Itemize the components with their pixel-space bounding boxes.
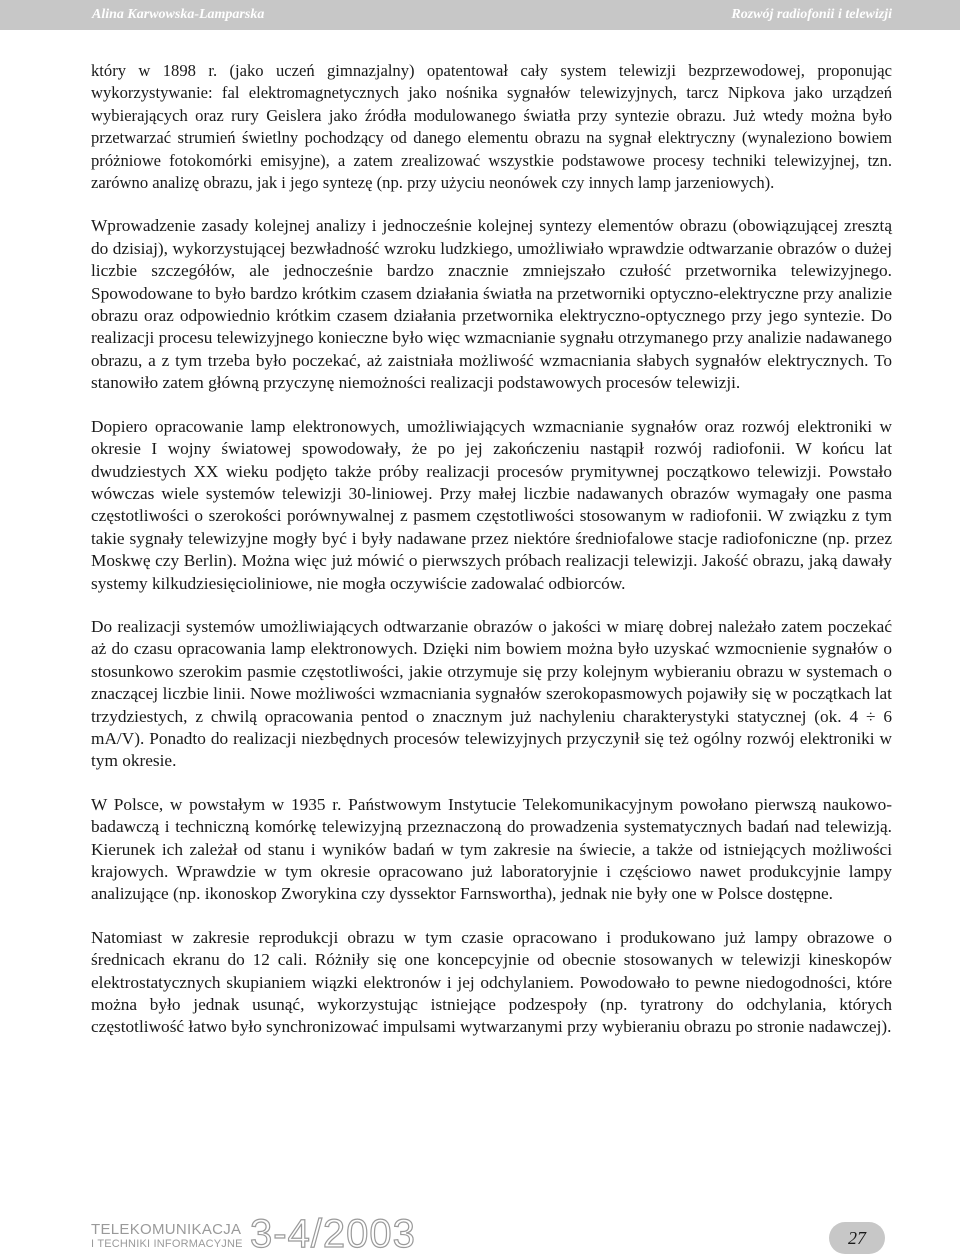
paragraph-3: Dopiero opracowanie lamp elektronowych, umożliwiających wzmacnianie sygnałów oraz rozwój elektroniki w okresie I wojny światowej spowodowały, że po jej zakończeniu nastąpił rozwój radiofonii. W końcu lat dwudziestych XX wieku podjęto także próby realizacji procesów prymitywnej początkowo telewizji. Powstało wówczas wiele systemów telewizji 30-liniowej. Przy małej liczbie nadawanych obrazów wymagały one pasma częstotliwości o szerokości porównywalnej z pasmem częstotliwości stosowanym w radiofonii. W związku z tym takie sygnały telewizyjne mogły być i były nadawane przez niektóre średniofalowe stacje radiofoniczne (np. przez Moskwę czy Berlin). Można więc już mówić o pierwszych próbach realizacji telewizji. Jakość obrazu, jaką dawały systemy kilkudziesięcioliniowe, nie mogła oczywiście zadowalać odbiorców. — [91, 416, 892, 593]
paragraph-1: który w 1898 r. (jako uczeń gimnazjalny) opatentował cały system telewizji bezprzewodowej, proponując wykorzystywanie: fal elektromagnetycznych jako nośnika sygnałów telewizyjnych, tarcz Nipkova jako urządzeń wybierających oraz rury Geislera jako źródła modulowanego światła przy syntezie obrazu. Już wtedy można było przetwarzać strumień świetlny pochodzący od danego elementu obrazu na sygnał elektryczny (wynaleziono bowiem próżniowe fotokomórki emisyjne), a zatem zrealizować wszystkie podstawowe procesy techniki telewizyjnej, tzn. zarówno analizę obrazu, jak i jego syntezę (np. przy użyciu neonówek czy innych lamp jarzeniowych). — [91, 61, 892, 193]
header-article-title: Rozwój radiofonii i telewizji — [731, 7, 892, 22]
article-body — [91, 60, 892, 1060]
paragraph-6: Natomiast w zakresie reprodukcji obrazu w tym czasie opracowano i produkowano już lampy obrazowe o średnicach ekranu do 12 cali. Różniły się one koncepcyjnie od obecnie stosowanych w telewizji kineskopów elektrostatycznych skupianiem wiązki elektronów i jej odchylaniem. Powodowało to pewne niedogodności, które można było jednak usunąć, wykorzystując istniejące podzespoły (np. tyratrony do odchylania, których częstotliwość łatwo było synchronizować impulsami wytwarzanymi przy wybieraniu obrazu po stronie nadawczej). — [91, 927, 892, 1037]
issue-number: 3-4/2003 — [250, 1212, 416, 1256]
journal-logo — [91, 1222, 243, 1251]
journal-name-line1: TELEKOMUNIKACJA — [91, 1221, 242, 1238]
page-number: 27 — [829, 1222, 885, 1254]
journal-name-line2: I TECHNIKI INFORMACYJNE — [91, 1238, 243, 1250]
paragraph-4: Do realizacji systemów umożliwiających odtwarzanie obrazów o jakości w miarę dobrej należało zatem poczekać aż do czasu opracowania lamp elektronowych. Dzięki nim bowiem można było uzyskać wzmocnienie sygnałów o stosunkowo szerokim pasmie częstotliwości, jakie otrzymuje się przy kolejnym wybieraniu obrazu w systemach o znaczącej liczbie linii. Nowe możliwości wzmacniania sygnałów szerokopasmowych pojawiły się w początkach lat trzydziestych, z chwilą opracowania pentod o znacznym już nachyleniu charakterystyki statycznej (ok. 4 ÷ 6 mA/V). Ponadto do realizacji niezbędnych procesów telewizyjnych przyczynił się też ogólny rozwój elektroniki w tym okresie. — [91, 616, 892, 771]
header-author: Alina Karwowska-Lamparska — [92, 7, 265, 22]
paragraph-2: Wprowadzenie zasady kolejnej analizy i jednocześnie kolejnej syntezy elementów obrazu (obowiązującej zresztą do dzisiaj), wykorzystującej bezwładność wzroku ludzkiego, umożliwiało wprawdzie odtwarzanie obrazów o dużej liczbie szczegółów, ale jednocześnie bardzo znacznie zmniejszało czułość przetwornika telewizyjnego. Spowodowane to było bardzo krótkim czasem działania światła na przetworniki optyczno-elektryczne przy analizie obrazu oraz odpowiednio krótkim czasem działania przetwornika elektryczno-optycznego przy jego syntezie. Do realizacji procesu telewizyjnego konieczne było więc wzmacnianie sygnału otrzymanego przy analizie nadawanego obrazu, a z tym trzeba było poczekać, aż zaistniała możliwość wzmacniania słabych sygnałów elektrycznych. To stanowiło zatem główną przyczynę niemożności realizacji podstawowych procesów telewizji. — [91, 216, 892, 393]
paragraph-5: W Polsce, w powstałym w 1935 r. Państwowym Instytucie Telekomunikacyjnym powołano pierwszą naukowo-badawczą i techniczną komórkę telewizyjną przeznaczoną do prowadzenia systematycznych badań nad telewizją. Kierunek ich zależał od stanu i wyników badań w tym zakresie na świecie, a także od istniejących możliwości krajowych. Wprawdzie w tym okresie opracowano już laboratoryjnie i częściowo nawet produkcyjnie lampy analizujące (np. ikonoskop Zworykina czy dyssektor Farnswortha), jednak nie były one w Polsce dostępne. — [91, 794, 892, 904]
running-header — [0, 0, 960, 30]
